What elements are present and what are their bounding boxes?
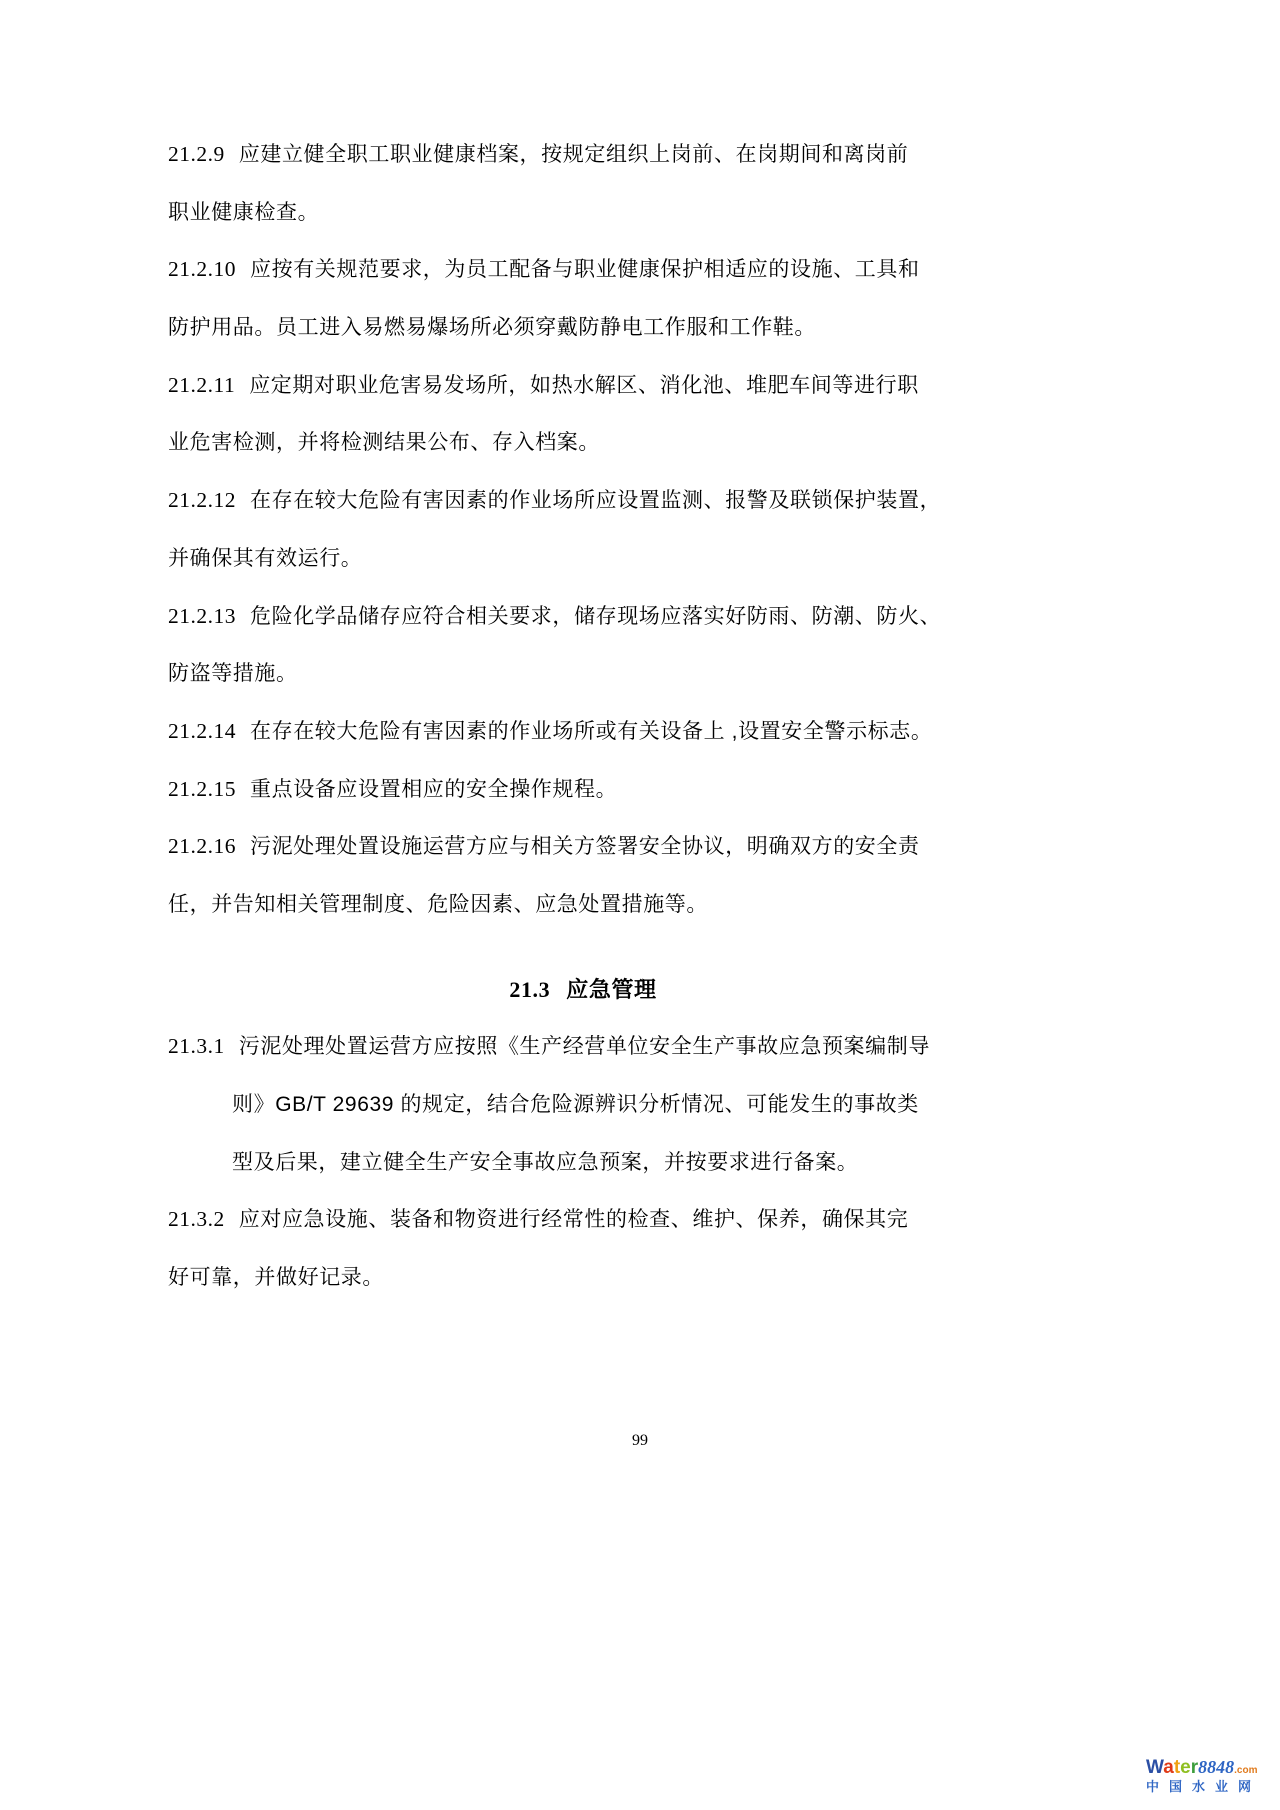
clause-text: 应定期对职业危害易发场所，如热水解区、消化池、堆肥车间等进行职 xyxy=(249,373,919,397)
clause-number: 21.2.16 xyxy=(168,834,236,859)
clause-line xyxy=(168,1191,998,1249)
page-number: 99 xyxy=(632,1432,648,1449)
clause-line xyxy=(168,876,998,934)
clause-line xyxy=(168,1018,998,1076)
clause-line xyxy=(168,472,998,530)
clause-text: 则》GB/T 29639 的规定，结合危险源辨识分析情况、可能发生的事故类 xyxy=(232,1093,919,1116)
brand-letter: W xyxy=(1146,1757,1164,1778)
clause-line xyxy=(168,530,998,588)
clause-number: 21.2.15 xyxy=(168,776,236,801)
clause-number: 21.3.2 xyxy=(168,1207,225,1232)
clause-line xyxy=(168,126,998,184)
clause-text: 防盗等措施。 xyxy=(168,662,298,686)
clause-text: 任，并告知相关管理制度、危险因素、应急处置措施等。 xyxy=(168,892,708,916)
section-heading xyxy=(168,961,998,1019)
brand-number: 8848 xyxy=(1198,1757,1235,1777)
clause-text: 重点设备应设置相应的安全操作规程。 xyxy=(250,777,618,801)
clause-line xyxy=(168,1076,998,1134)
clause-line xyxy=(168,761,998,819)
clause-text: 业危害检测，并将检测结果公布、存入档案。 xyxy=(168,431,600,455)
clause-text: 型及后果，建立健全生产安全事故应急预案，并按要求进行备案。 xyxy=(232,1150,859,1174)
clause-text: 应建立健全职工职业健康档案，按规定组织上岗前、在岗期间和离岗前 xyxy=(238,143,909,166)
clause-number: 21.2.10 xyxy=(168,257,236,282)
clause-line xyxy=(168,588,998,646)
section-title: 应急管理 xyxy=(566,976,657,1002)
brand-letter: t xyxy=(1173,1757,1181,1778)
clause-text: 职业健康检查。 xyxy=(168,200,320,224)
clause-line xyxy=(168,1134,998,1192)
watermark-subtitle: 中国水业网 xyxy=(1146,1778,1262,1794)
clause-text: 危险化学品储存应符合相关要求，储存现场应落实好防雨、防潮、防火、 xyxy=(250,604,942,628)
section-number: 21.3 xyxy=(509,976,551,1002)
clause-text: 在存在较大危险有害因素的作业场所应设置监测、报警及联锁保护装置， xyxy=(250,489,942,513)
water8848-wordmark xyxy=(1146,1758,1270,1779)
brand-letter: r xyxy=(1190,1757,1199,1778)
clause-number: 21.3.1 xyxy=(168,1034,225,1059)
clause-text: 污泥处理处置设施运营方应与相关方签署安全协议，明确双方的安全责 xyxy=(250,835,920,859)
brand-letter: e xyxy=(1180,1757,1191,1778)
clause-text: 防护用品。员工进入易燃易爆场所必须穿戴防静电工作服和工作鞋。 xyxy=(168,316,816,340)
clause-text: 应按有关规范要求，为员工配备与职业健康保护相适应的设施、工具和 xyxy=(250,258,920,282)
clause-number: 21.2.14 xyxy=(168,718,236,743)
clause-line xyxy=(168,241,998,299)
clause-line xyxy=(168,357,998,415)
clause-text: 好可靠，并做好记录。 xyxy=(168,1266,384,1290)
clause-line xyxy=(168,818,998,876)
clause-line xyxy=(168,299,998,357)
clause-line xyxy=(168,645,998,703)
water8848-watermark-logo xyxy=(1146,1758,1270,1794)
clause-number: 21.2.12 xyxy=(168,488,236,513)
clause-line xyxy=(168,1249,998,1307)
clause-number: 21.2.9 xyxy=(168,142,225,166)
brand-tld: .com xyxy=(1234,1765,1258,1776)
clause-text: 在存在较大危险有害因素的作业场所或有关设备上 ,设置安全警示标志。 xyxy=(250,719,933,743)
clause-line xyxy=(168,414,998,472)
document-body xyxy=(168,0,998,1307)
clause-text: 应对应急设施、装备和物资进行经常性的检查、维护、保养，确保其完 xyxy=(238,1208,909,1232)
clause-number: 21.2.13 xyxy=(168,603,236,628)
clause-line xyxy=(168,184,998,242)
clause-text: 并确保其有效运行。 xyxy=(168,546,363,570)
clause-line xyxy=(168,703,998,761)
brand-letter: a xyxy=(1163,1757,1174,1778)
clause-text: 污泥处理处置运营方应按照《生产经营单位安全生产事故应急预案编制导 xyxy=(238,1035,930,1059)
clause-number: 21.2.11 xyxy=(168,372,236,397)
